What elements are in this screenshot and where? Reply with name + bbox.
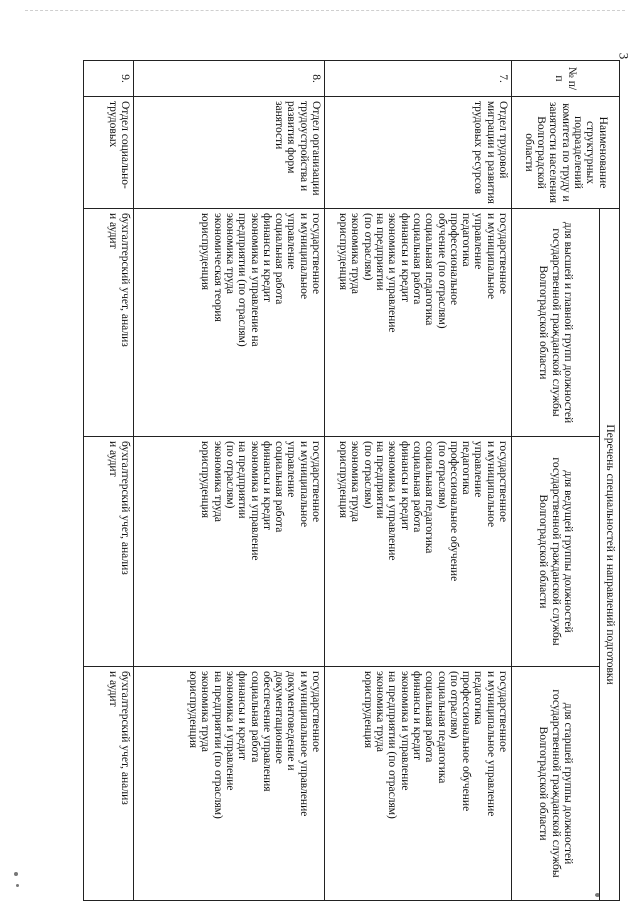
specialty-line: государственное bbox=[310, 213, 322, 295]
specialty-line: бухгалтерский учет, анализ bbox=[119, 671, 131, 805]
specialty-line: и муниципальное управление bbox=[297, 671, 310, 817]
specialty-line: экономическая теория bbox=[211, 213, 224, 322]
header-specialties-list: Перечень специальностей и направлений подготовки bbox=[600, 209, 620, 901]
row-senior-list bbox=[84, 667, 134, 901]
specialties-table bbox=[83, 60, 620, 901]
specialty-line: финансы и кредит bbox=[260, 213, 273, 303]
specialty-line: юриспруденция bbox=[187, 671, 200, 749]
specialty-line: профессиональное обучение bbox=[447, 441, 460, 582]
specialty-line: государственное bbox=[497, 441, 509, 523]
specialty-line: документоведение и bbox=[285, 671, 298, 771]
row-number: 9. bbox=[84, 61, 134, 97]
header-unit-name: Наименование структурных подразделений комитета по труду и занятости населения Волгоградской области bbox=[512, 97, 620, 209]
specialty-line: (по отраслям) bbox=[361, 441, 374, 509]
specialty-line: государственное bbox=[497, 213, 509, 295]
specialty-line: финансы и кредит bbox=[260, 441, 273, 531]
specialty-line: управление bbox=[285, 213, 298, 270]
specialty-line: педагогика bbox=[460, 441, 473, 495]
specialty-line: экономика и управление bbox=[248, 441, 261, 561]
scan-artifact-dot bbox=[14, 872, 18, 876]
row-unit-name: Отдел социально-трудовых bbox=[84, 97, 134, 209]
specialty-line: и муниципальное bbox=[297, 441, 310, 528]
specialty-line: юриспруденция bbox=[199, 441, 212, 519]
specialty-line: экономика труда bbox=[223, 213, 236, 294]
rotated-page-content bbox=[84, 60, 620, 900]
specialty-line: на предприятии bbox=[374, 441, 387, 519]
row-highest-main-list bbox=[134, 209, 325, 437]
specialty-line: экономика и управление bbox=[386, 441, 399, 561]
row-unit-name: Отдел трудовой миграции и развития трудовых ресурсов bbox=[325, 97, 512, 209]
row-number: 7. bbox=[325, 61, 512, 97]
row-senior-list bbox=[325, 667, 512, 901]
header-number: № п/п bbox=[512, 61, 620, 97]
specialty-line: и аудит bbox=[106, 671, 119, 707]
table-row bbox=[84, 61, 134, 901]
specialty-line: социальная работа bbox=[410, 213, 423, 305]
specialty-line: профессиональное bbox=[447, 213, 460, 306]
specialty-line: государственное bbox=[310, 441, 322, 523]
specialty-line: финансы и кредит bbox=[236, 671, 249, 761]
specialty-line: управление bbox=[472, 213, 485, 270]
specialty-line: социальная работа bbox=[410, 441, 423, 533]
specialty-line: и аудит bbox=[106, 213, 119, 249]
specialty-line: социальная работа bbox=[273, 213, 286, 305]
specialty-line: социальная педагогика bbox=[423, 213, 436, 326]
specialty-line: управление bbox=[285, 441, 298, 498]
row-senior-list bbox=[134, 667, 325, 901]
specialty-line: управление bbox=[472, 441, 485, 498]
specialty-line: финансы и кредит bbox=[398, 213, 411, 303]
specialty-line: (по отраслям) bbox=[223, 441, 236, 509]
specialty-line: (по отраслям) bbox=[435, 441, 448, 509]
specialty-line: юриспруденция bbox=[337, 441, 350, 519]
specialty-line: социальная работа bbox=[423, 671, 436, 763]
specialty-line: финансы и кредит bbox=[398, 441, 411, 531]
specialty-line: и муниципальное bbox=[484, 213, 497, 300]
specialty-line: экономика и управление bbox=[223, 671, 236, 791]
specialty-line: (по отраслям) bbox=[447, 671, 460, 739]
specialty-line: документационное bbox=[273, 671, 286, 764]
header-group-senior: для старшей группы должностей государственной гражданской службы Волгоградской области bbox=[512, 667, 600, 901]
specialty-line: бухгалтерский учет, анализ bbox=[119, 213, 131, 347]
specialty-line: обеспечение управления bbox=[260, 671, 273, 792]
specialty-line: экономика и управление bbox=[386, 213, 399, 333]
row-leading-list bbox=[134, 437, 325, 667]
specialty-line: экономика труда bbox=[349, 213, 362, 294]
specialty-line: на предприятии (по отраслям) bbox=[211, 671, 224, 819]
specialty-line: педагогика bbox=[472, 671, 485, 725]
specialty-line: педагогика bbox=[460, 213, 473, 267]
row-highest-main-list bbox=[325, 209, 512, 437]
specialty-line: социальная педагогика bbox=[423, 441, 436, 554]
specialty-line: и аудит bbox=[106, 441, 119, 477]
row-highest-main-list bbox=[84, 209, 134, 437]
row-leading-list bbox=[325, 437, 512, 667]
specialty-line: социальная работа bbox=[273, 441, 286, 533]
scan-artifact-dot bbox=[16, 884, 19, 887]
specialty-line: социальная педагогика bbox=[435, 671, 448, 784]
row-unit-name: Отдел организации трудоустройства и развития форм занятости bbox=[134, 97, 325, 209]
row-leading-list bbox=[84, 437, 134, 667]
specialty-line: бухгалтерский учет, анализ bbox=[119, 441, 131, 575]
specialty-line: на предприятии bbox=[374, 213, 387, 291]
specialty-line: и муниципальное bbox=[484, 441, 497, 528]
specialty-line: социальная работа bbox=[248, 671, 261, 763]
header-group-leading: для ведущей группы должностей государственной гражданской службы Волгоградской области bbox=[512, 437, 600, 667]
specialty-line: и муниципальное bbox=[297, 213, 310, 300]
specialty-line: государственное bbox=[497, 671, 509, 753]
specialty-line: профессиональное обучение bbox=[460, 671, 473, 812]
specialty-line: экономика труда bbox=[211, 441, 224, 522]
row-number: 8. bbox=[134, 61, 325, 97]
specialty-line: экономика и управление на bbox=[248, 213, 261, 347]
page-number: 3 bbox=[615, 52, 631, 60]
specialty-line: и муниципальное управление bbox=[484, 671, 497, 817]
specialty-line: экономика труда bbox=[199, 671, 212, 752]
specialty-line: (по отраслям) bbox=[361, 213, 374, 281]
table-row bbox=[325, 61, 512, 901]
specialty-line: юриспруденция bbox=[199, 213, 212, 291]
specialty-line: юриспруденция bbox=[361, 671, 374, 749]
specialty-line: экономика и управление bbox=[398, 671, 411, 791]
specialty-line: предприятии (по отраслям) bbox=[236, 213, 249, 347]
scan-artifact-line bbox=[25, 10, 625, 11]
specialty-line: юриспруденция bbox=[337, 213, 350, 291]
specialty-line: экономика труда bbox=[374, 671, 387, 752]
specialty-line: государственное bbox=[310, 671, 322, 753]
header-group-highest-main: для высшей и главной групп должностей государственной гражданской службы Волгоградской области bbox=[512, 209, 600, 437]
specialty-line: экономика труда bbox=[349, 441, 362, 522]
specialty-line: на предприятии bbox=[236, 441, 249, 519]
table-row bbox=[134, 61, 325, 901]
specialty-line: финансы и кредит bbox=[410, 671, 423, 761]
specialty-line: обучение (по отраслям) bbox=[435, 213, 448, 329]
specialty-line: на предприятии (по отраслям) bbox=[386, 671, 399, 819]
